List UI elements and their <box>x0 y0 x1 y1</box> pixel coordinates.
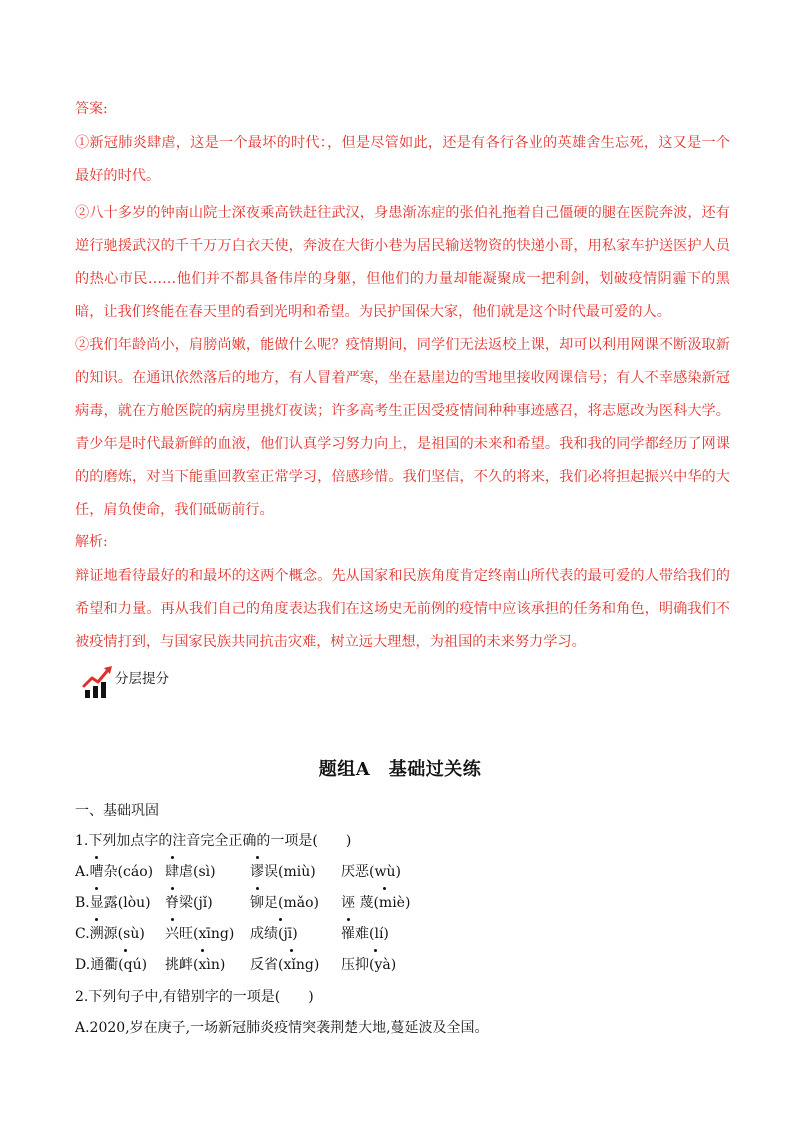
q1-option-b[interactable]: B.显露(lòu) 脊梁(jǐ) 铆足(mǎo) 诬 蔑(miè) <box>75 892 735 912</box>
answer-label: 答案: <box>75 101 108 117</box>
analysis-label: 解析: <box>75 534 108 550</box>
answer-paragraph-3: ②我们年龄尚小，肩膀尚嫩，能做什么呢？疫情期间，同学们无法返校上课，却可以利用网课不断汲取新的知识。在通讯依然落后的地方，有人冒着严寒，坐在悬崖边的雪地里接收网课信号；有人不幸感染新冠病毒，就在方舱医院的病房里挑灯夜读；许多高考生正因受疫情间种种事迹感召，将志愿改为医科大学。青少年是时代最新鲜的血液，他们认真学习努力向上，是祖国的未来和希望。我和我的同学都经历了网课的的磨炼，对当下能重回教室正常学习，倍感珍惜。我们坚信，不久的将来，我们必将担起振兴中华的大任，肩负使命，我们砥砺前行。 <box>75 337 730 518</box>
q1-option-a[interactable]: A.嘈杂(cáo) 肆虐(sì) 谬误(miù) 厌恶(wù) <box>75 861 735 881</box>
rising-chart-icon <box>82 664 114 700</box>
brand-label: 分层提分 <box>115 671 169 687</box>
answer-paragraph-1: ①新冠肺炎肆虐，这是一个最坏的时代：，但是尽管如此，还是有各行各业的英雄舍生忘死，这又是一个最好的时代。 <box>75 135 730 184</box>
layered-score-badge <box>82 664 192 702</box>
question-1-stem: 1.下列加点字的注音完全正确的一项是( ) <box>75 833 352 849</box>
analysis-paragraph: 辩证地看待最好的和最坏的这两个概念。先从国家和民族角度肯定终南山所代表的最可爱的人带给我们的希望和力量。再从我们自己的角度表达我们在这场史无前例的疫情中应该承担的任务和角色，明确我们不被疫情打到，与国家民族共同抗击灾难，树立远大理想，为祖国的未来努力学习。 <box>75 568 730 650</box>
question-2-stem: 2.下列句子中,有错别字的一项是( ) <box>75 989 314 1005</box>
exercise-heading: 一、基础巩固 <box>75 803 159 819</box>
q1-option-d[interactable]: D.通衢(qú) 挑衅(xìn) 反省(xǐng) 压抑(yà) <box>75 954 735 974</box>
section-title: 题组A 基础过关练 <box>318 759 482 780</box>
answer-paragraph-2: ②八十多岁的钟南山院士深夜乘高铁赶往武汉，身患渐冻症的张伯礼拖着自己僵硬的腿在医院奔波，还有逆行驰援武汉的千千万万白衣天使，奔波在大街小巷为居民输送物资的快递小哥，用私家车护送医护人员的热心市民……他们并不都具备伟岸的身躯，但他们的力量却能凝聚成一把利剑，划破疫情阴霾下的黑暗，让我们终能在春天里的看到光明和希望。为民护国保大家，他们就是这个时代最可爱的人。 <box>75 205 730 320</box>
q1-option-c[interactable]: C.溯源(sù) 兴旺(xīng) 成绩(jī) 罹难(lí) <box>75 923 735 943</box>
q2-option-a[interactable]: A.2020,岁在庚子,一场新冠肺炎疫情突袭荆楚大地,蔓延波及全国。 <box>75 1020 489 1036</box>
